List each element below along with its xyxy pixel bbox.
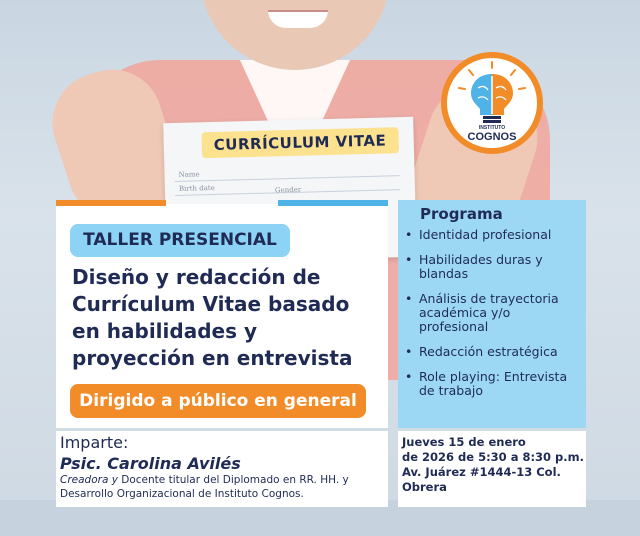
person-smile <box>268 10 328 28</box>
program-item: • Identidad profesional <box>403 228 583 242</box>
orange-accent-stripe <box>56 200 166 206</box>
event-title <box>72 264 382 372</box>
cv-field-label: Birth date <box>178 183 215 193</box>
cognos-logo <box>441 52 543 154</box>
cv-field-label: Name <box>178 170 200 179</box>
speaker-role-italic: Creadora y <box>60 474 118 486</box>
event-address-line: Obrera <box>402 480 447 494</box>
cv-paper-title: CURRÍCULUM VITAE <box>201 127 398 158</box>
event-address-line: Av. Juárez #1444-13 Col. <box>402 465 561 479</box>
event-date-line: de 2026 de 5:30 a 8:30 p.m. <box>402 450 585 464</box>
event-title-line: proyección en entrevista <box>72 346 353 370</box>
program-title: Programa <box>420 205 503 223</box>
speaker-role-rest: Docente titular del Diplomado en RR. HH. y Desarrollo Organizacional de Instituto Cognos. <box>60 474 349 500</box>
logo-name-top: INSTITUTO <box>478 125 506 131</box>
event-title-line: Diseño y redacción de <box>72 265 321 289</box>
speaker-bio <box>60 473 386 501</box>
event-title-line: en habilidades y <box>72 319 257 343</box>
program-item: • Role playing: Entrevista de trabajo <box>403 370 583 398</box>
speaker-label: Imparte: <box>60 433 129 452</box>
logo-name-main: COGNOS <box>467 131 517 143</box>
program-item: • Análisis de trayectoria académica y/o profesional <box>403 292 583 334</box>
program-item: • Redacción estratégica <box>403 345 583 359</box>
speaker-name: Psic. Carolina Avilés <box>60 454 241 473</box>
event-date-line: Jueves 15 de enero <box>402 435 526 449</box>
event-title-line: Currículum Vitae basado <box>72 292 350 316</box>
event-type-badge: TALLER PRESENCIAL <box>70 224 290 257</box>
blue-accent-stripe <box>278 200 388 206</box>
program-list <box>403 228 583 409</box>
cv-line <box>175 175 400 182</box>
audience-banner: Dirigido a público en general <box>70 384 366 418</box>
lightbulb-brain-icon <box>447 58 537 148</box>
event-details <box>402 435 584 495</box>
program-item: • Habilidades duras y blandas <box>403 253 583 281</box>
cv-field-label: Gender <box>274 185 302 195</box>
